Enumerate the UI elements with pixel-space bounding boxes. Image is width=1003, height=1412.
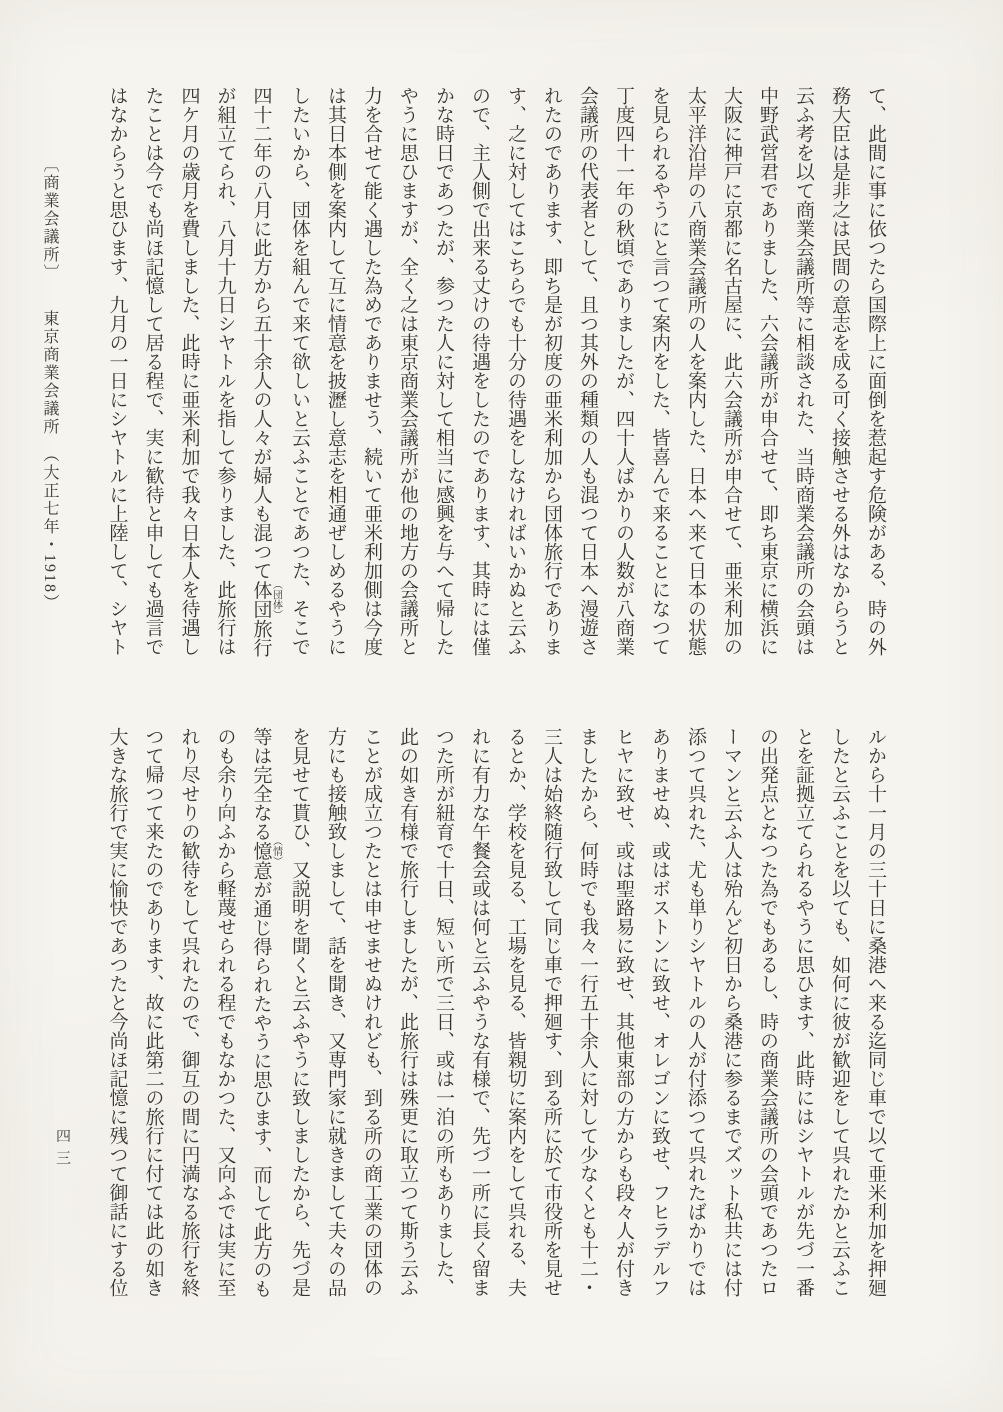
text-column	[281, 727, 317, 1305]
text-column	[243, 86, 282, 664]
text-column	[207, 727, 243, 1305]
text-run: ことが成立つたとは申せませぬけれども、到る所の商工業の団体の	[361, 727, 382, 1297]
text-column	[857, 86, 893, 664]
text-column	[99, 727, 135, 1305]
text-run: ましたから、何時でも我々一行五十余人に対して少なくとも十二・	[577, 727, 598, 1297]
text-column	[353, 86, 389, 664]
text-run: とを証拠立てられるやうに思ひます、此時にはシヤトルが先づ一番	[793, 727, 814, 1297]
running-head: 〔商業会議所〕 東京商業会議所 （大正七年・1918）	[41, 156, 58, 612]
text-run: ありませぬ、或はボストンに致せ、オレゴンに致せ、フヒラデルフ	[649, 727, 670, 1297]
text-column	[641, 727, 677, 1305]
text-run: 旅行	[250, 619, 272, 657]
text-run: したいから、団体を組んで来て欲しいと云ふことであつた、そこで	[289, 86, 310, 656]
text-column	[171, 86, 207, 664]
text-column	[207, 86, 243, 664]
text-column	[713, 727, 749, 1305]
text-run: 添つて呉れた、尤も単りシヤトルの人が付添つて呉れたばかりでは	[685, 727, 706, 1297]
text-run: 四十二年の八月に此方から五十余人の人々が婦人も混つて	[250, 86, 272, 580]
text-run: 方にも接触致しまして、話を聞き、又専門家に就きまして夫々の品	[325, 727, 346, 1297]
text-run: は其日本側を案内して互に情意を披瀝し意志を相通ぜしめるやうに	[325, 86, 346, 656]
text-column	[281, 86, 317, 664]
text-run: 会議所の代表者として、且つ其外の種類の人も混つて日本へ漫遊さ	[577, 86, 598, 656]
text-column	[785, 86, 821, 664]
text-run: れり尽せりの歓待をして呉れたので、御互の間に円満なる旅行を終	[178, 727, 200, 1297]
text-run: たことは今でも尚ほ記憶して居る程で、実に歓待と申しても過言で	[142, 86, 164, 656]
text-run: 太平洋沿岸の八商業会議所の人を案内した、日本へ来て日本の状態	[685, 86, 706, 656]
text-run: 丁度四十一年の秋頃でありましたが、四十人ばかりの人数が八商業	[613, 86, 634, 656]
text-column	[497, 727, 533, 1305]
text-run: を見せて貰ひ、又説明を聞くと云ふやうに致しましたから、先づ是	[289, 727, 310, 1297]
text-run: 三人は始終随行致して同じ車で押廻す、到る所に於て市役所を見せ	[541, 727, 562, 1297]
text-column	[497, 86, 533, 664]
text-run: 四ケ月の歳月を費しました、此時に亜米利加で我々日本人を待遇し	[178, 86, 200, 656]
text-run: 此の如き有様で旅行しましたが、此旅行は殊更に取立つて斯う云ふ	[397, 727, 418, 1297]
text-run: ヒヤに致せ、或は聖路易に致せ、其他東部の方からも段々人が付き	[613, 727, 634, 1297]
text-run: が組立てられ、八月十九日シヤトルを指して参りました、此旅行は	[214, 86, 236, 656]
text-run: つた所が紐育で十日、短い所で三日、或は一泊の所もありました、	[433, 727, 454, 1297]
text-run: れに有力な午餐会或は何と云ふやうな有様で、先づ一所に長く留ま	[469, 727, 490, 1297]
page-number: 四三	[54, 1128, 70, 1172]
top-text-block	[99, 86, 894, 664]
text-column	[317, 727, 353, 1305]
text-run: したと云ふことを以ても、如何に彼が歓迎をして呉れたかと云ふこ	[829, 727, 850, 1297]
text-run: ので、主人側で出来る丈けの待遇をしたのであります、其時には僅	[469, 86, 490, 656]
text-column	[389, 86, 425, 664]
text-column	[569, 86, 605, 664]
text-column	[243, 727, 282, 1305]
text-run: やうに思ひますが、全く之は東京商業会議所が他の地方の会議所と	[397, 86, 418, 656]
text-column	[641, 86, 677, 664]
text-column	[135, 86, 171, 664]
text-column	[99, 86, 135, 664]
text-column	[857, 727, 893, 1305]
text-column	[533, 86, 569, 664]
text-column	[713, 86, 749, 664]
text-run: 意が通じ得られたやうに思ひます、而して此方のも	[250, 861, 272, 1298]
text-run: 大阪に神戸に京都に名古屋に、此六会議所が申合せて、亜米利加の	[721, 86, 742, 656]
text-column	[389, 727, 425, 1305]
text-column	[461, 727, 497, 1305]
text-run: ーマンと云ふ人は殆んど初日から桑港に参るまでズット私共には付	[721, 727, 742, 1297]
text-column	[821, 727, 857, 1305]
text-column	[677, 727, 713, 1305]
text-run: れたのであります、即ち是が初度の亜米利加から団体旅行でありま	[541, 86, 562, 656]
text-run: はなからうと思ひます、九月の一日にシヤトルに上陸して、シヤト	[106, 86, 128, 656]
inline-correction-annotation: 憶 （情）	[250, 836, 282, 866]
text-run: て、此間に事に依つたら国際上に面倒を惹起す危険がある、時の外	[865, 86, 886, 656]
text-run: の出発点となつた為でもあるし、時の商業会議所の会頭であつたロ	[757, 727, 778, 1297]
text-run: 力を合せて能く遇した為めでありませう、続いて亜米利加側は今度	[361, 86, 382, 656]
text-column	[749, 86, 785, 664]
text-column	[317, 86, 353, 664]
text-column	[425, 727, 461, 1305]
text-column	[785, 727, 821, 1305]
text-run: るとか、学校を見る、工場を見る、皆親切に案内をして呉れる、夫	[505, 727, 526, 1297]
text-column	[821, 86, 857, 664]
text-run: のも余り向ふから軽蔑せられる程でもなかつた、又向ふでは実に至	[214, 727, 236, 1297]
text-column	[749, 727, 785, 1305]
text-column	[353, 727, 389, 1305]
text-column	[135, 727, 171, 1305]
text-column	[677, 86, 713, 664]
text-run: ルから十一月の三十日に桑港へ来る迄同じ車で以て亜米利加を押廻	[865, 727, 886, 1297]
text-run: かな時日であつたが、参つた人に対して相当に感興を与へて帰した	[433, 86, 454, 656]
bottom-text-block	[99, 727, 894, 1305]
text-column	[569, 727, 605, 1305]
text-run: 務大臣は是非之は民間の意志を成る可く接触させる外はなからうと	[829, 86, 850, 656]
text-column	[605, 86, 641, 664]
text-column	[461, 86, 497, 664]
text-run: 中野武営君でありました、六会議所が申合せて、即ち東京に横浜に	[757, 86, 778, 656]
text-column	[533, 727, 569, 1305]
text-run: 等は完全なる	[250, 727, 272, 841]
text-column	[605, 727, 641, 1305]
text-run: す、之に対してはこちらでも十分の待遇をしなければいかぬと云ふ	[505, 86, 526, 656]
text-run: を見られるやうにと言つて案内をした、皆喜んで来ることになつて	[649, 86, 670, 656]
text-run: 云ふ考を以て商業会議所等に相談された、当時商業会議所の会頭は	[793, 86, 814, 656]
text-column	[171, 727, 207, 1305]
inline-correction-annotation: 体団 （団体）	[250, 579, 282, 620]
text-run: 大きな旅行で実に愉快であつたと今尚ほ記憶に残つて御話にする位	[106, 727, 128, 1297]
text-column	[425, 86, 461, 664]
text-run: つて帰つて来たのであります、故に此第二の旅行に付ては此の如き	[142, 727, 164, 1297]
